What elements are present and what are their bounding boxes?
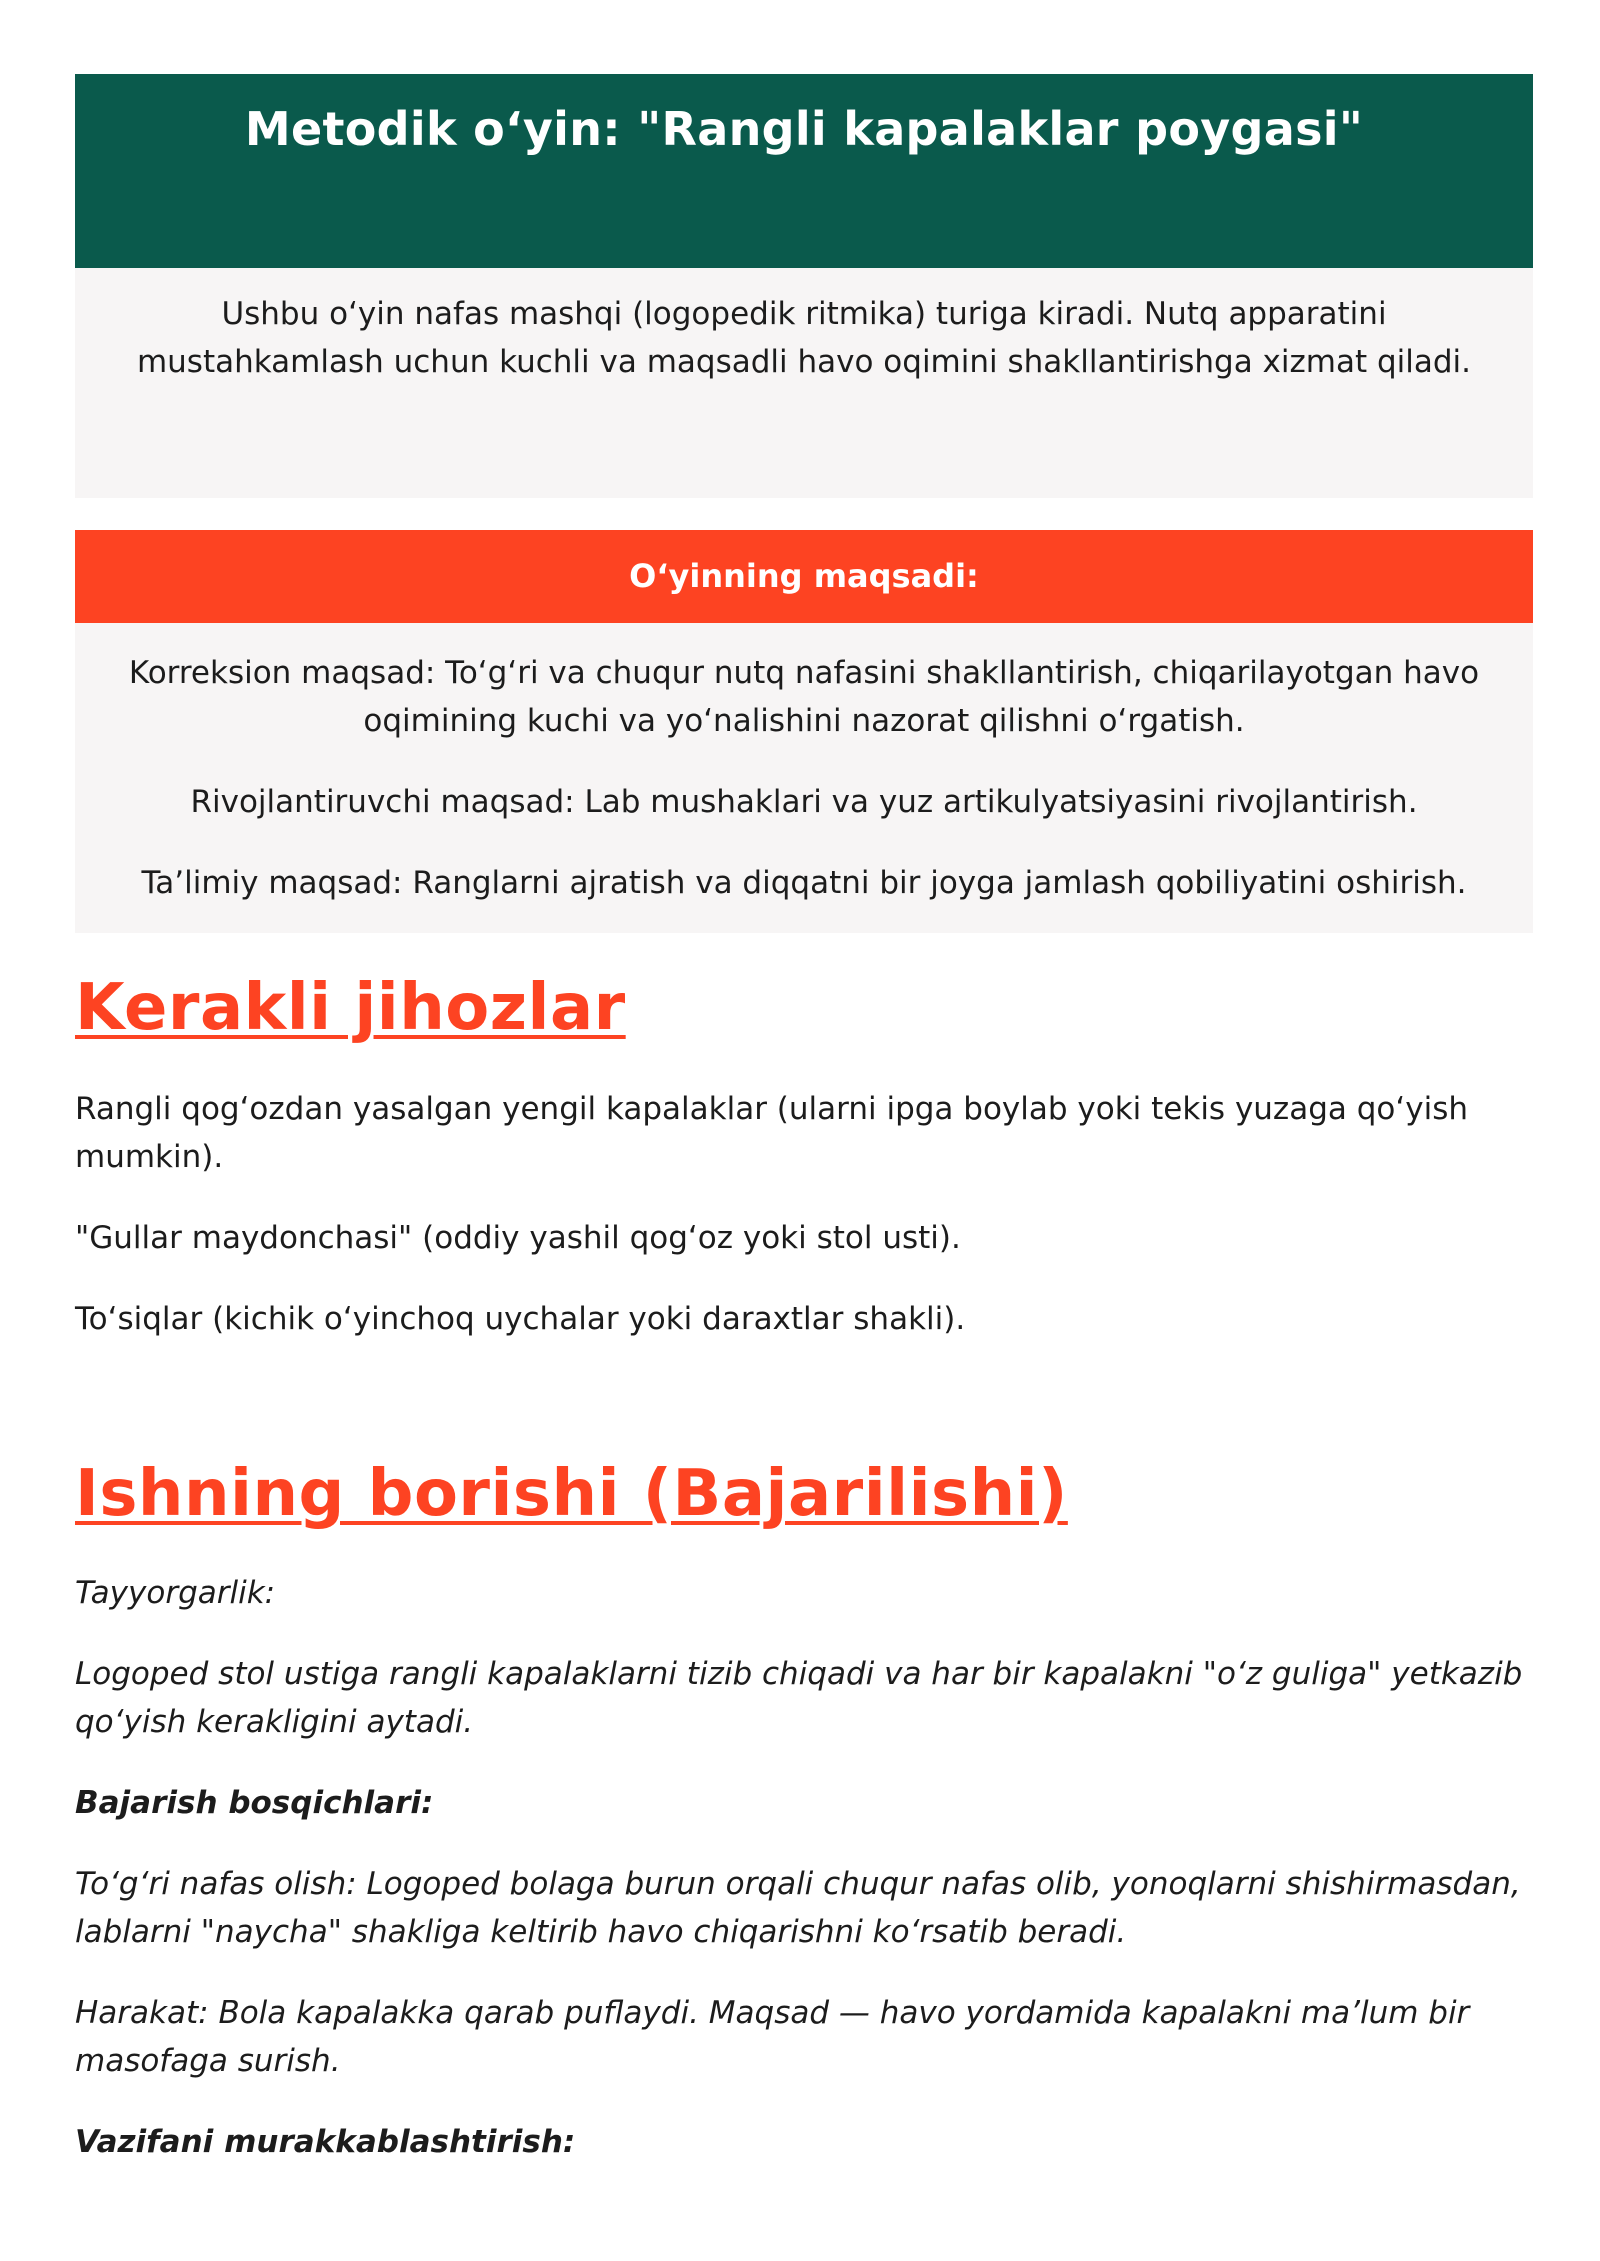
equipment-heading: Kerakli jihozlar	[75, 971, 626, 1045]
equipment-item: Rangli qog‘ozdan yasalgan yengil kapalaklar (ularni ipga boylab yoki tekis yuzaga qo‘yish mumkin).	[75, 1091, 1468, 1175]
goal-item-correction: Korreksion maqsad: To‘g‘ri va chuqur nutq nafasini shakllantirish, chiqarilayotgan havo oqimining kuchi va yo‘nalishini nazorat qilishni o‘rgatish.	[128, 655, 1480, 739]
goals-heading-bar	[75, 530, 1533, 623]
goal-item-development: Rivojlantiruvchi maqsad: Lab mushaklari va yuz artikulyatsiyasini rivojlantirish.	[190, 784, 1418, 820]
goals-panel	[75, 623, 1533, 933]
step-action: Harakat: Bola kapalakka qarab puflaydi. Maqsad — havo yordamida kapalakni ma’lum bir masofaga surish.	[75, 1995, 1470, 2079]
goal-item-education: Ta’limiy maqsad: Ranglarni ajratish va diqqatni bir joyga jamlash qobiliyatini oshirish.	[141, 865, 1467, 901]
intro-panel	[75, 268, 1533, 498]
equipment-item: "Gullar maydonchasi" (oddiy yashil qog‘oz yoki stol usti).	[75, 1220, 961, 1256]
equipment-list	[75, 1085, 1533, 1343]
process-heading: Ishning borishi (Bajarilishi)	[75, 1457, 1068, 1531]
document-title: Metodik o‘yin: "Rangli kapalaklar poygasi"	[244, 102, 1364, 156]
document-page	[75, 74, 1533, 2199]
equipment-item: To‘siqlar (kichik o‘yinchoq uychalar yoki daraxtlar shakli).	[75, 1301, 966, 1337]
steps-label: Bajarish bosqichlari:	[75, 1785, 434, 1821]
complication-label: Vazifani murakkablashtirish:	[75, 2124, 576, 2160]
step-breathing: To‘g‘ri nafas olish: Logoped bolaga burun orqali chuqur nafas olib, yonoqlarni shishirmasdan, lablarni "naycha" shakliga keltirib havo chiqarishni ko‘rsatib beradi.	[75, 1866, 1521, 1950]
preparation-label: Tayyorgarlik:	[75, 1575, 276, 1611]
intro-text: Ushbu o‘yin nafas mashqi (logopedik ritmika) turiga kiradi. Nutq apparatini mustahkamlash uchun kuchli va maqsadli havo oqimini shakllantirishga xizmat qiladi.	[136, 296, 1472, 380]
process-section	[75, 1569, 1533, 2166]
goals-heading: O‘yinning maqsadi:	[629, 557, 979, 595]
title-banner	[75, 74, 1533, 268]
preparation-text: Logoped stol ustiga rangli kapalaklarni tizib chiqadi va har bir kapalakni "o‘z guliga" yetkazib qo‘yish kerakligini aytadi.	[75, 1656, 1523, 1740]
